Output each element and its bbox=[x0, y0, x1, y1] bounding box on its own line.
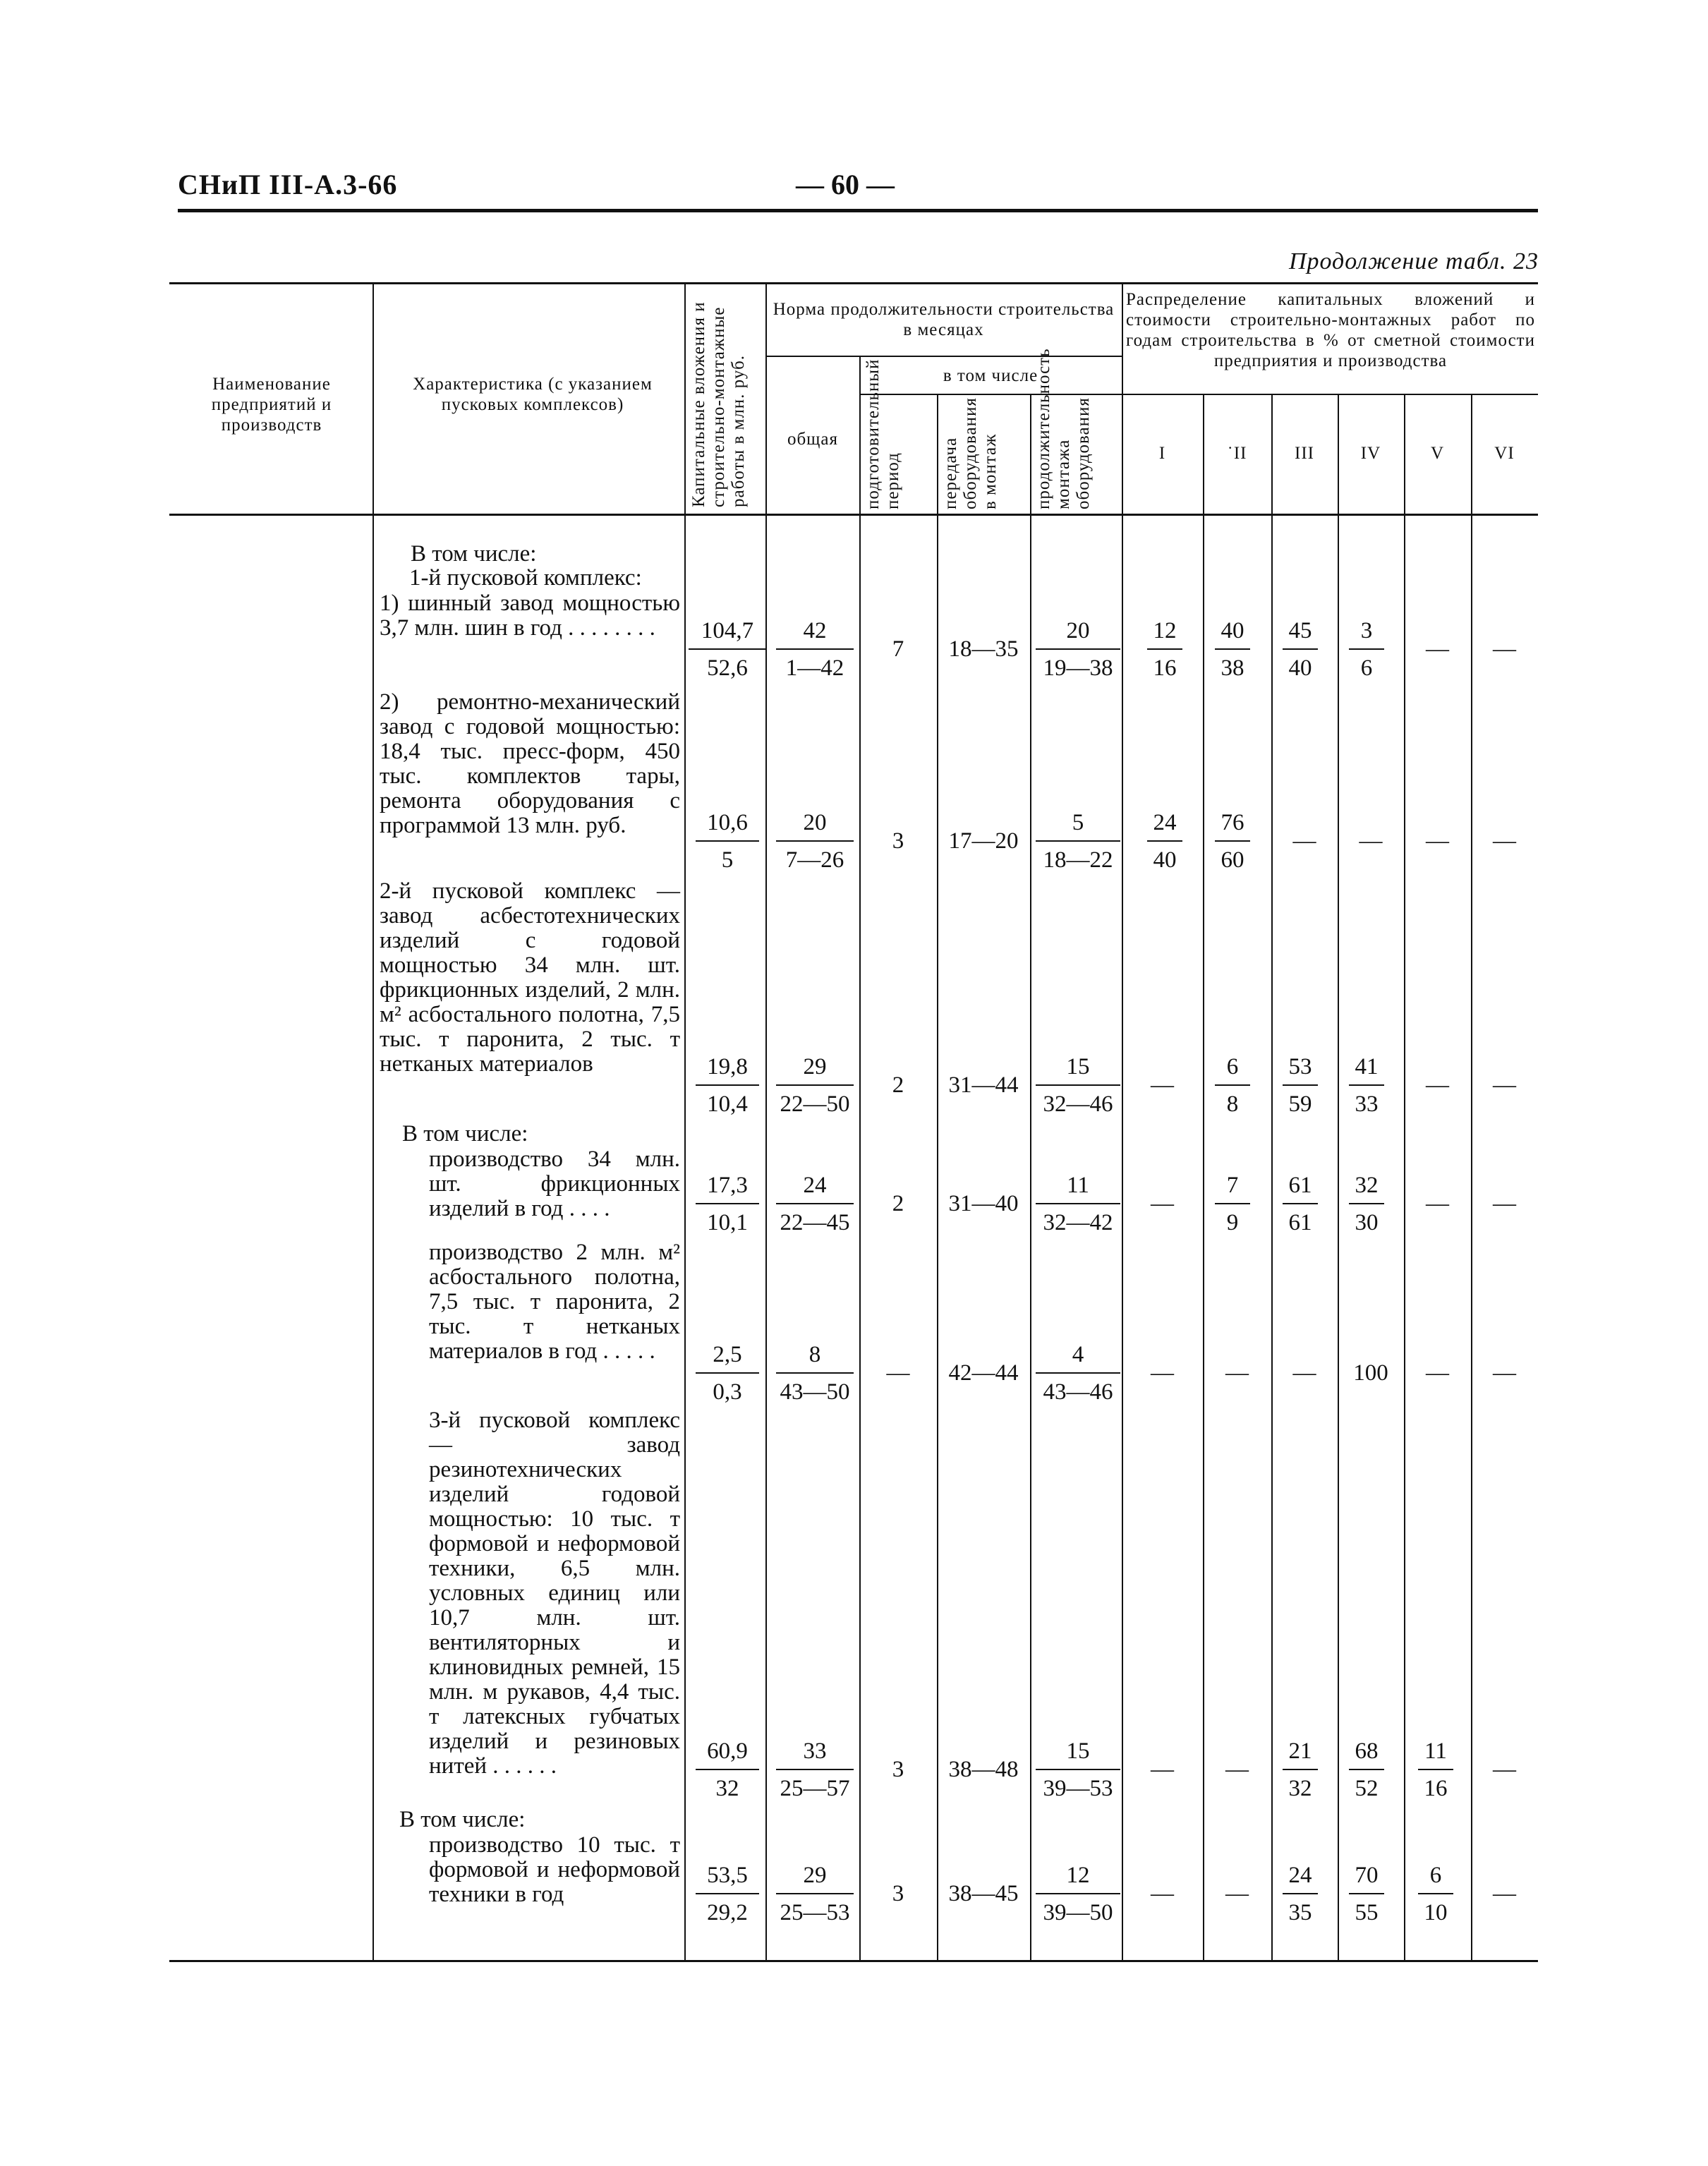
year-6-share: — bbox=[1493, 1072, 1516, 1098]
norm-mount-range: 32—46 bbox=[1043, 1091, 1113, 1117]
capital-total: 60,9 bbox=[696, 1738, 759, 1770]
year-3-share bbox=[1283, 618, 1318, 682]
row-intro: В том числе: bbox=[399, 1807, 526, 1832]
capital-construction: 0,3 bbox=[713, 1379, 742, 1405]
col-divider bbox=[1203, 395, 1204, 1961]
year-4-share bbox=[1349, 618, 1384, 682]
year-6-share: — bbox=[1493, 1191, 1516, 1216]
year-6-share: — bbox=[1493, 636, 1516, 662]
year-construction: 16 bbox=[1153, 655, 1177, 681]
table-bottom-rule bbox=[169, 1960, 1538, 1962]
year-construction: 9 bbox=[1226, 1210, 1239, 1235]
year-4-share bbox=[1349, 1863, 1384, 1926]
norm-mount-months: 11 bbox=[1036, 1173, 1120, 1204]
norm-prep: 2 bbox=[892, 1072, 904, 1098]
year-5-share: — bbox=[1426, 828, 1449, 854]
year-construction: 38 bbox=[1221, 655, 1244, 681]
year-construction: 33 bbox=[1355, 1091, 1379, 1117]
page-number: — 60 — bbox=[796, 169, 895, 200]
year-capital: 24 bbox=[1283, 1863, 1318, 1894]
norm-transfer: 38—48 bbox=[948, 1757, 1019, 1782]
capital-construction: 10,4 bbox=[707, 1091, 748, 1117]
header-capital-col: Капитальные вложения и строительно-монтажные работы в млн. руб. bbox=[689, 301, 748, 507]
year-1-share bbox=[1147, 618, 1182, 682]
year-5-share bbox=[1418, 1863, 1453, 1926]
year-6-share: — bbox=[1493, 1881, 1516, 1906]
year-construction: 32 bbox=[1288, 1776, 1312, 1801]
norm-total bbox=[776, 810, 854, 873]
header-char-col: Характеристика (с указанием пусковых комплексов) bbox=[413, 375, 653, 414]
year-capital: 68 bbox=[1349, 1738, 1384, 1770]
header-norm-total: общая bbox=[787, 430, 839, 449]
year-3-share: — bbox=[1292, 1360, 1316, 1386]
norm-mount-range: 43—46 bbox=[1043, 1379, 1113, 1405]
year-capital: 11 bbox=[1418, 1738, 1453, 1770]
norm-mount bbox=[1036, 1738, 1120, 1802]
col-divider bbox=[859, 357, 861, 1961]
row-description: 2) ремонтно-механический завод с годовой мощностью: 18,4 тыс. пресс-форм, 450 тыс. комплектов тары, ремонта оборудования с программой 13 млн. руб. bbox=[380, 689, 680, 838]
col-divider bbox=[373, 282, 374, 1961]
year-4-share: — bbox=[1359, 828, 1383, 854]
year-construction: 59 bbox=[1288, 1091, 1312, 1117]
norm-total bbox=[776, 1054, 854, 1118]
year-1-share bbox=[1147, 810, 1182, 873]
year-capital: 41 bbox=[1349, 1054, 1384, 1086]
table-continuation-caption: Продолжение табл. 23 bbox=[1288, 248, 1539, 274]
norm-total-months: 20 bbox=[776, 810, 854, 842]
norm-total bbox=[776, 1342, 854, 1405]
year-construction: 40 bbox=[1153, 847, 1177, 873]
norm-total-range: 43—50 bbox=[780, 1379, 850, 1405]
norm-transfer: 31—40 bbox=[948, 1191, 1019, 1216]
year-capital: 6 bbox=[1418, 1863, 1453, 1894]
norm-total-months: 8 bbox=[776, 1342, 854, 1374]
norm-total bbox=[776, 1738, 854, 1802]
capital-total: 10,6 bbox=[696, 810, 759, 842]
norm-total-months: 29 bbox=[776, 1054, 854, 1086]
capital-total: 104,7 bbox=[689, 618, 766, 650]
year-4-share bbox=[1349, 1054, 1384, 1118]
norm-mount-range: 39—50 bbox=[1043, 1900, 1113, 1925]
year-construction: 52 bbox=[1355, 1776, 1379, 1801]
norm-transfer: 38—45 bbox=[948, 1881, 1019, 1906]
norm-group-rule bbox=[765, 356, 1122, 357]
capital-construction: 5 bbox=[721, 847, 734, 873]
norm-mount bbox=[1036, 1342, 1120, 1405]
norm-incl-rule bbox=[859, 394, 1122, 395]
norm-prep: 7 bbox=[892, 636, 904, 662]
norm-mount bbox=[1036, 1173, 1120, 1236]
norm-total-range: 25—57 bbox=[780, 1776, 850, 1801]
row-description: 2-й пусковой комплекс — завод асбестотехнических изделий с годовой мощностью 34 млн. шт. фрикционных изделий, 2 млн. м² асбостального полотна, 7,5 тыс. т паронита, 2 тыс. т нетканых материалов bbox=[380, 878, 680, 1077]
year-construction: 16 bbox=[1424, 1776, 1448, 1801]
capital-total: 19,8 bbox=[696, 1054, 759, 1086]
norm-mount-months: 15 bbox=[1036, 1738, 1120, 1770]
norm-mount-months: 4 bbox=[1036, 1342, 1120, 1374]
year-construction: 60 bbox=[1221, 847, 1244, 873]
norm-mount bbox=[1036, 618, 1120, 682]
col-divider bbox=[1030, 395, 1031, 1961]
year-capital: 45 bbox=[1283, 618, 1318, 650]
year-construction: 40 bbox=[1288, 655, 1312, 681]
year-2-share: — bbox=[1225, 1360, 1249, 1386]
capital-construction: 52,6 bbox=[707, 655, 748, 681]
norm-total bbox=[776, 618, 854, 682]
col-divider bbox=[1122, 282, 1123, 1961]
year-5-share: — bbox=[1426, 1072, 1449, 1098]
year-capital: 40 bbox=[1215, 618, 1250, 650]
col-divider bbox=[1338, 395, 1339, 1961]
header-dist-group: Распределение капитальных вложений и стоимости строительно-монтажных работ по годам строительства в % от сметной стоимости предприятия и производства bbox=[1126, 290, 1535, 370]
norm-mount bbox=[1036, 1863, 1120, 1926]
norm-total-range: 7—26 bbox=[785, 847, 844, 873]
year-1-share: — bbox=[1151, 1191, 1174, 1216]
col-divider bbox=[765, 282, 767, 1961]
year-capital: 21 bbox=[1283, 1738, 1318, 1770]
year-5-share: — bbox=[1426, 636, 1449, 662]
header-year-4: IV bbox=[1360, 444, 1381, 463]
year-construction: 35 bbox=[1288, 1900, 1312, 1925]
row-intro: В том числе: bbox=[402, 1121, 528, 1146]
year-capital: 53 bbox=[1283, 1054, 1318, 1086]
norm-prep: 3 bbox=[892, 1757, 904, 1782]
year-construction: 6 bbox=[1360, 655, 1373, 681]
norm-mount bbox=[1036, 1054, 1120, 1118]
norm-mount-months: 15 bbox=[1036, 1054, 1120, 1086]
year-3-share bbox=[1283, 1738, 1318, 1802]
capital-value bbox=[696, 1738, 759, 1802]
year-2-share bbox=[1215, 618, 1250, 682]
row-intro: 1-й пусковой комплекс: bbox=[409, 565, 642, 591]
row-description: 1) шинный завод мощностью 3,7 млн. шин в год . . . . . . . . bbox=[380, 591, 680, 641]
year-1-share: — bbox=[1151, 1757, 1174, 1782]
year-2-share bbox=[1215, 1173, 1250, 1236]
norm-total-months: 33 bbox=[776, 1738, 854, 1770]
year-construction: 55 bbox=[1355, 1900, 1379, 1925]
capital-total: 53,5 bbox=[696, 1863, 759, 1894]
norm-total bbox=[776, 1173, 854, 1236]
header-year-6: VI bbox=[1494, 444, 1515, 463]
norm-mount-range: 32—42 bbox=[1043, 1210, 1113, 1235]
capital-construction: 29,2 bbox=[707, 1900, 748, 1925]
header-bottom-rule bbox=[169, 514, 1538, 516]
year-capital: 24 bbox=[1147, 810, 1182, 842]
year-4-share bbox=[1349, 1738, 1384, 1802]
capital-value bbox=[696, 810, 759, 873]
capital-value bbox=[696, 1863, 759, 1926]
norm-mount-months: 12 bbox=[1036, 1863, 1120, 1894]
header-norm-incl: в том числе bbox=[943, 366, 1038, 385]
capital-construction: 32 bbox=[715, 1776, 739, 1801]
norm-transfer: 17—20 bbox=[948, 828, 1019, 854]
header-rule bbox=[178, 209, 1538, 212]
header-norm-group: Норма продолжительности строительства в месяцах bbox=[773, 300, 1115, 339]
capital-construction: 10,1 bbox=[707, 1210, 748, 1235]
norm-mount-range: 19—38 bbox=[1043, 655, 1113, 681]
header-norm-transfer: передача оборудования в монтаж bbox=[941, 397, 1000, 509]
year-1-share: — bbox=[1151, 1072, 1174, 1098]
year-capital: 61 bbox=[1283, 1173, 1318, 1204]
capital-value bbox=[696, 1054, 759, 1118]
norm-total-months: 24 bbox=[776, 1173, 854, 1204]
year-4-share bbox=[1349, 1173, 1384, 1236]
table-top-rule bbox=[169, 282, 1538, 284]
norm-mount-range: 18—22 bbox=[1043, 847, 1113, 873]
capital-total: 17,3 bbox=[696, 1173, 759, 1204]
year-capital: 32 bbox=[1349, 1173, 1384, 1204]
capital-value bbox=[696, 1173, 759, 1236]
col-divider bbox=[1471, 395, 1472, 1961]
year-1-share: — bbox=[1151, 1881, 1174, 1906]
norm-total bbox=[776, 1863, 854, 1926]
header-norm-prep: подготовительный период bbox=[864, 358, 902, 509]
year-4-share: 100 bbox=[1353, 1360, 1388, 1386]
norm-prep: 2 bbox=[892, 1191, 904, 1216]
dist-group-rule bbox=[1122, 394, 1538, 395]
row-intro: В том числе: bbox=[411, 541, 537, 567]
document-code: СНиП III-А.3-66 bbox=[178, 169, 398, 200]
year-capital: 3 bbox=[1349, 618, 1384, 650]
norm-prep: 3 bbox=[892, 1881, 904, 1906]
norm-transfer: 42—44 bbox=[948, 1360, 1019, 1386]
norm-transfer: 31—44 bbox=[948, 1072, 1019, 1098]
row-description: 3-й пусковой комплекс — завод резинотехнических изделий годовой мощностью: 10 тыс. т формовой и неформовой техники, 6,5 млн. условных единиц или 10,7 млн. шт. вентиляторных и клиновидных ремней, 15 млн. м рукавов, 4,4 тыс. т латексных губчатых изделий и резиновых нитей . . . . . . bbox=[429, 1408, 680, 1779]
norm-mount-range: 39—53 bbox=[1043, 1776, 1113, 1801]
data-table bbox=[169, 282, 1538, 1963]
header-year-3: III bbox=[1295, 444, 1314, 463]
norm-mount bbox=[1036, 810, 1120, 873]
year-construction: 30 bbox=[1355, 1210, 1379, 1235]
year-3-share bbox=[1283, 1054, 1318, 1118]
row-description: производство 10 тыс. т формовой и неформовой техники в год bbox=[429, 1832, 680, 1907]
header-year-1: I bbox=[1158, 444, 1166, 463]
year-5-share: — bbox=[1426, 1191, 1449, 1216]
header-year-5: V bbox=[1430, 444, 1445, 463]
col-divider bbox=[937, 395, 938, 1961]
norm-prep: 3 bbox=[892, 828, 904, 854]
year-construction: 61 bbox=[1288, 1210, 1312, 1235]
capital-value bbox=[689, 618, 766, 682]
year-construction: 10 bbox=[1424, 1900, 1448, 1925]
year-6-share: — bbox=[1493, 828, 1516, 854]
norm-total-range: 1—42 bbox=[785, 655, 844, 681]
row-description: производство 34 млн. шт. фрикционных изделий в год . . . . bbox=[429, 1146, 680, 1221]
header-norm-mount: продолжительность монтажа оборудования bbox=[1034, 348, 1093, 509]
norm-total-months: 29 bbox=[776, 1863, 854, 1894]
year-5-share bbox=[1418, 1738, 1453, 1802]
year-construction: 8 bbox=[1226, 1091, 1239, 1117]
row-description: производство 2 млн. м² асбостального полотна, 7,5 тыс. т паронита, 2 тыс. т нетканых материалов в год . . . . . bbox=[429, 1240, 680, 1364]
capital-value bbox=[696, 1342, 759, 1405]
year-2-share bbox=[1215, 810, 1250, 873]
norm-total-range: 22—45 bbox=[780, 1210, 850, 1235]
year-1-share: — bbox=[1151, 1360, 1174, 1386]
year-3-share: — bbox=[1292, 828, 1316, 854]
year-2-share bbox=[1215, 1054, 1250, 1118]
norm-total-range: 25—53 bbox=[780, 1900, 850, 1925]
norm-total-range: 22—50 bbox=[780, 1091, 850, 1117]
norm-mount-months: 20 bbox=[1036, 618, 1120, 650]
col-divider bbox=[1404, 395, 1405, 1961]
year-2-share: — bbox=[1225, 1757, 1249, 1782]
header-year-2: ˙II bbox=[1227, 444, 1247, 463]
capital-total: 2,5 bbox=[696, 1342, 759, 1374]
year-3-share bbox=[1283, 1863, 1318, 1926]
year-capital: 7 bbox=[1215, 1173, 1250, 1204]
year-6-share: — bbox=[1493, 1360, 1516, 1386]
year-2-share: — bbox=[1225, 1881, 1249, 1906]
year-3-share bbox=[1283, 1173, 1318, 1236]
year-6-share: — bbox=[1493, 1757, 1516, 1782]
norm-transfer: 18—35 bbox=[948, 636, 1019, 662]
year-capital: 76 bbox=[1215, 810, 1250, 842]
norm-prep: — bbox=[886, 1360, 910, 1386]
col-divider bbox=[684, 282, 686, 1961]
year-5-share: — bbox=[1426, 1360, 1449, 1386]
norm-total-months: 42 bbox=[776, 618, 854, 650]
norm-mount-months: 5 bbox=[1036, 810, 1120, 842]
year-capital: 12 bbox=[1147, 618, 1182, 650]
header-name-col: Наименование предприятий и производств bbox=[211, 375, 332, 435]
year-capital: 6 bbox=[1215, 1054, 1250, 1086]
year-capital: 70 bbox=[1349, 1863, 1384, 1894]
col-divider bbox=[1271, 395, 1273, 1961]
